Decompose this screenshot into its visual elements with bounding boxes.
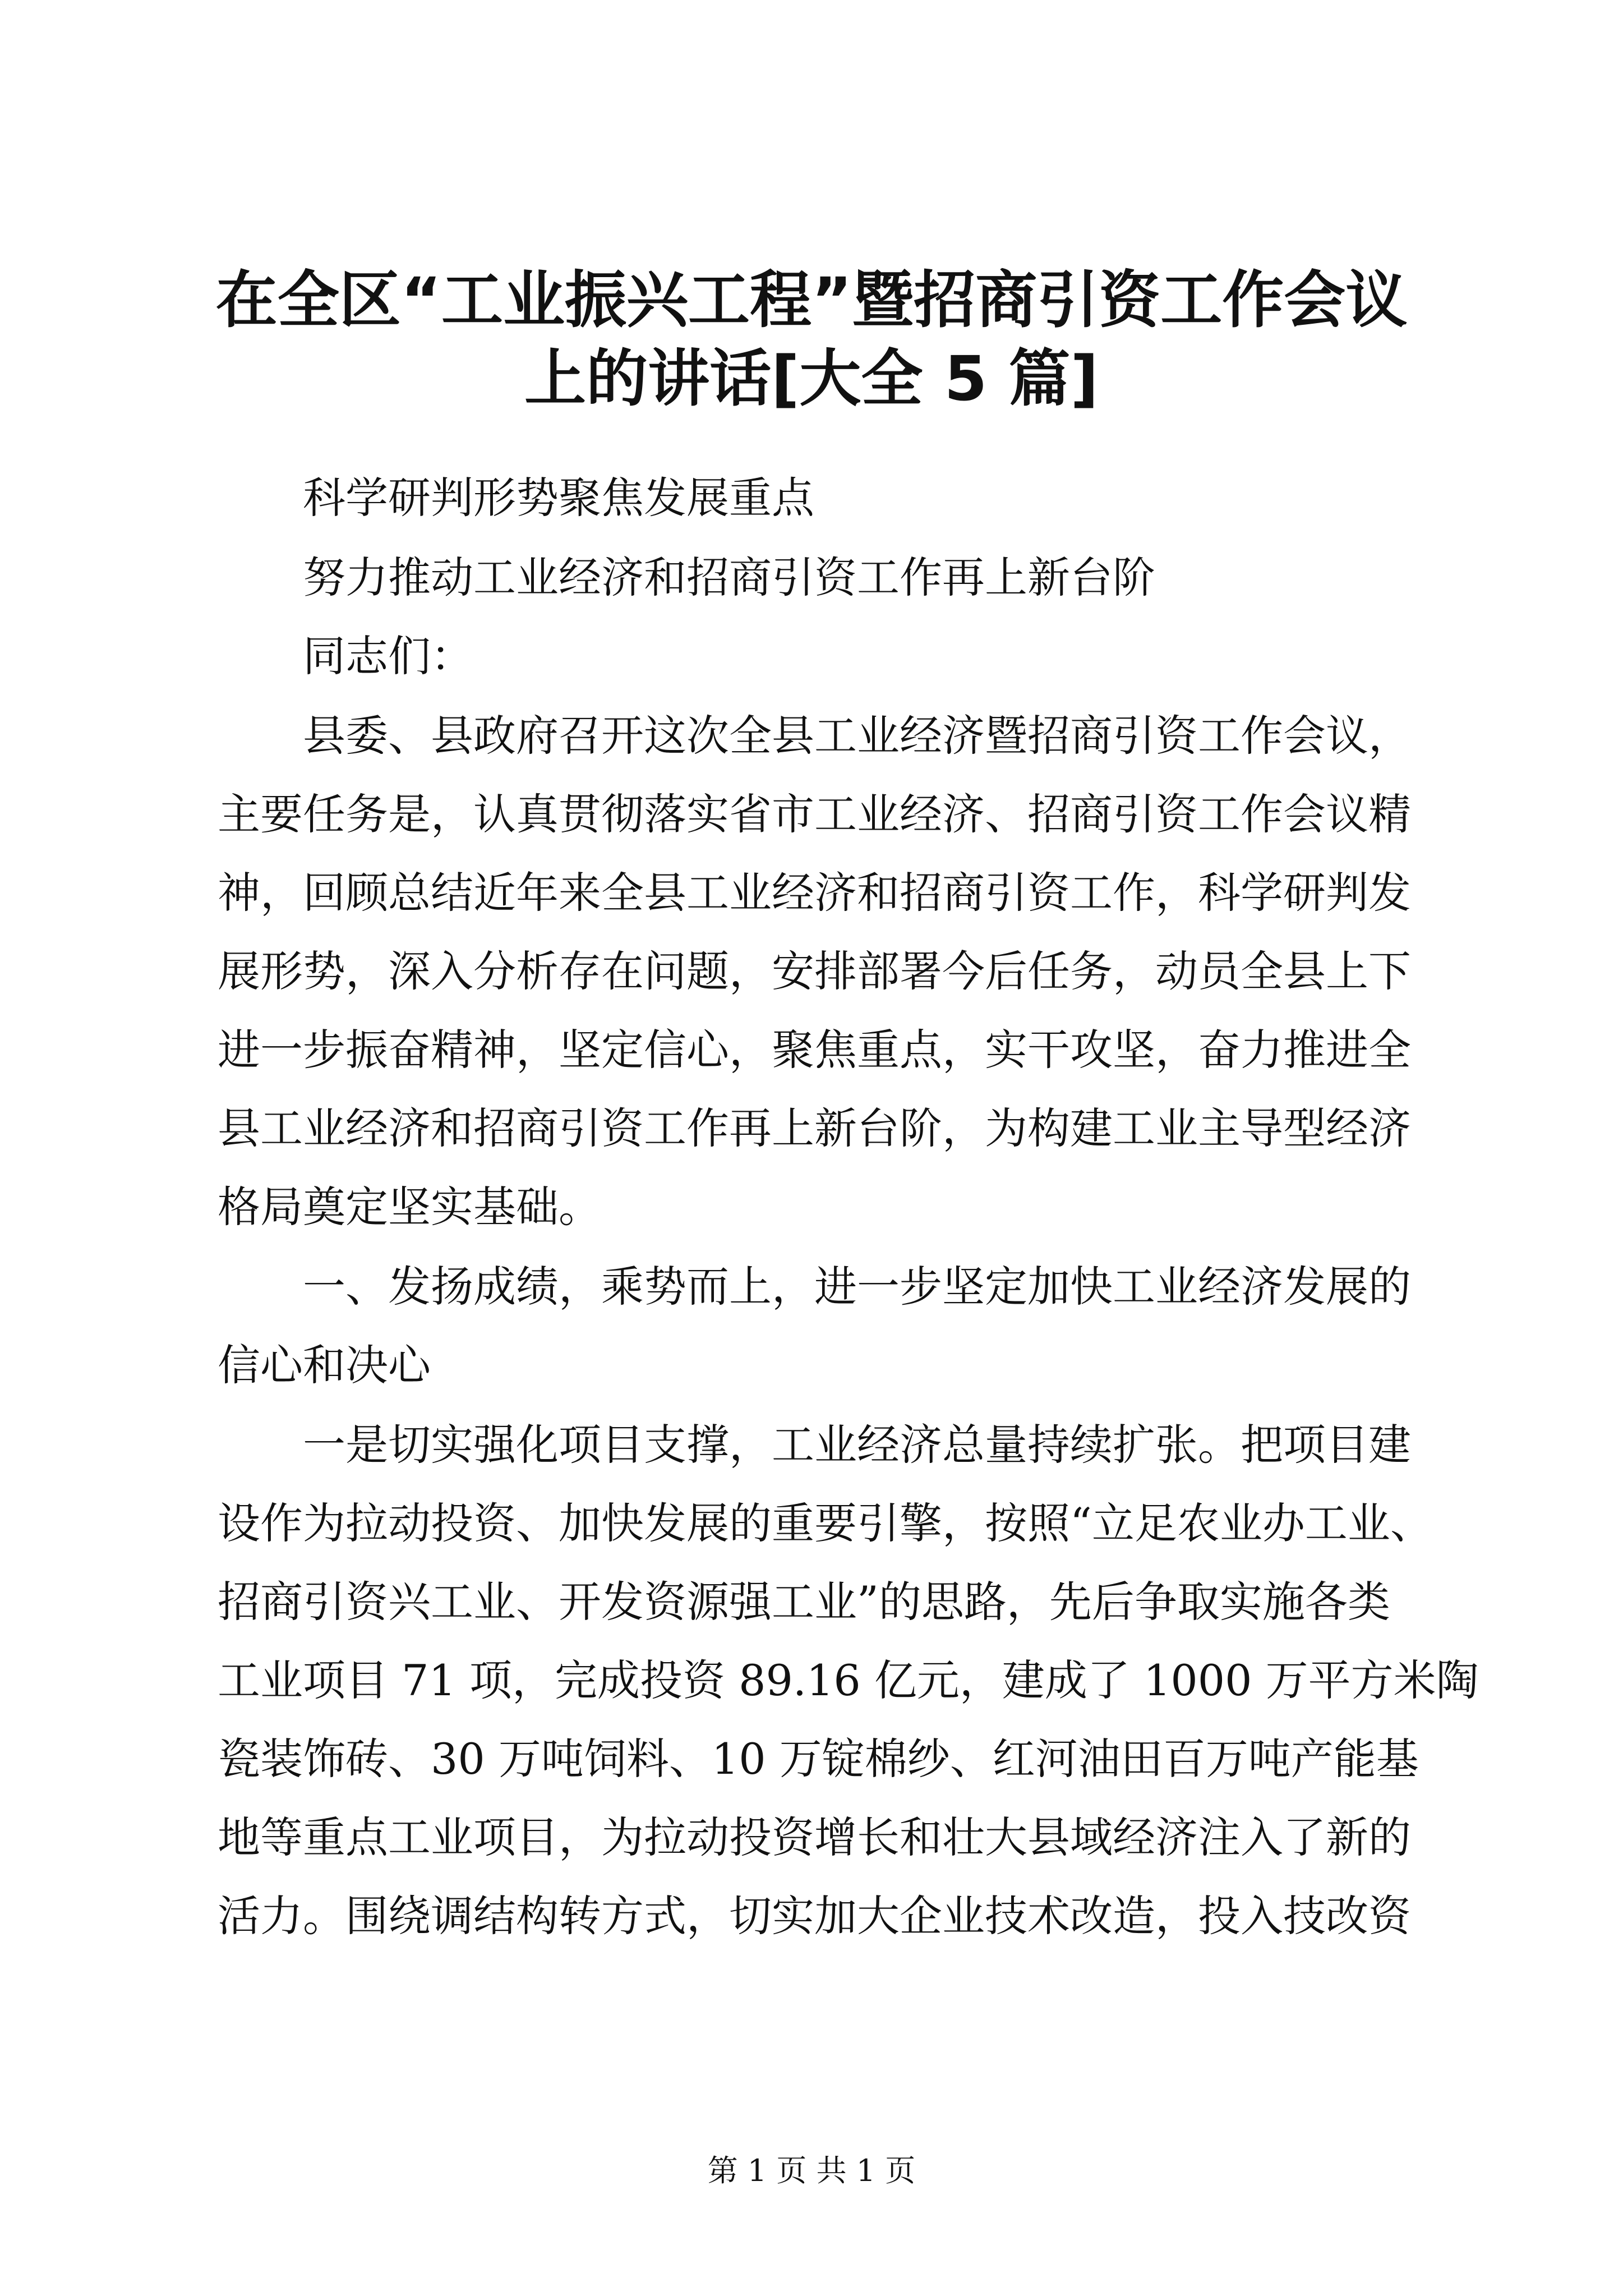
paragraph-2-line: 工业项目 71 项，完成投资 89.16 亿元，建成了 1000 万平方米陶: [218, 1655, 1479, 1705]
section-heading-line: 信心和决心: [218, 1340, 431, 1390]
paragraph-1-line: 格局奠定坚实基础。: [218, 1182, 601, 1232]
paragraph-1-line: 主要任务是，认真贯彻落实省市工业经济、招商引资工作会议精: [218, 789, 1411, 839]
subtitle-line-2: 努力推动工业经济和招商引资工作再上新台阶: [303, 553, 1155, 602]
paragraph-1-line: 展形势，深入分析存在问题，安排部署今后任务，动员全县上下: [218, 946, 1411, 996]
paragraph-1-line: 进一步振奋精神，坚定信心，聚焦重点，实干攻坚，奋力推进全: [218, 1025, 1411, 1075]
paragraph-2-line: 瓷装饰砖、30 万吨饲料、10 万锭棉纱、红河油田百万吨产能基: [218, 1734, 1419, 1784]
paragraph-2-line: 地等重点工业项目，为拉动投资增长和壮大县域经济注入了新的: [218, 1812, 1411, 1862]
document-title-line-1: 在全区“工业振兴工程”暨招商引资工作会议: [215, 264, 1408, 336]
page-footer: 第 1 页 共 1 页: [707, 2153, 916, 2188]
paragraph-2-line: 活力。围绕调结构转方式，切实加大企业技术改造，投入技改资: [218, 1891, 1411, 1941]
document-title-line-2: 上的讲话[大全 5 篇]: [524, 343, 1099, 415]
salutation: 同志们：: [303, 631, 473, 681]
paragraph-1-line: 县工业经济和招商引资工作再上新台阶，为构建工业主导型经济: [218, 1103, 1411, 1153]
paragraph-1-line: 神，回顾总结近年来全县工业经济和招商引资工作，科学研判发: [218, 868, 1411, 918]
paragraph-1-line: 县委、县政府召开这次全县工业经济暨招商引资工作会议，: [303, 711, 1411, 761]
section-heading-line: 一、发扬成绩，乘势而上，进一步坚定加快工业经济发展的: [303, 1262, 1411, 1312]
paragraph-2-line: 设作为拉动投资、加快发展的重要引擎，按照“立足农业办工业、: [218, 1498, 1433, 1548]
paragraph-2-line: 招商引资兴工业、开发资源强工业”的思路，先后争取实施各类: [218, 1577, 1390, 1627]
subtitle-line-1: 科学研判形势聚焦发展重点: [303, 473, 814, 523]
paragraph-2-line: 一是切实强化项目支撑，工业经济总量持续扩张。把项目建: [303, 1420, 1411, 1470]
